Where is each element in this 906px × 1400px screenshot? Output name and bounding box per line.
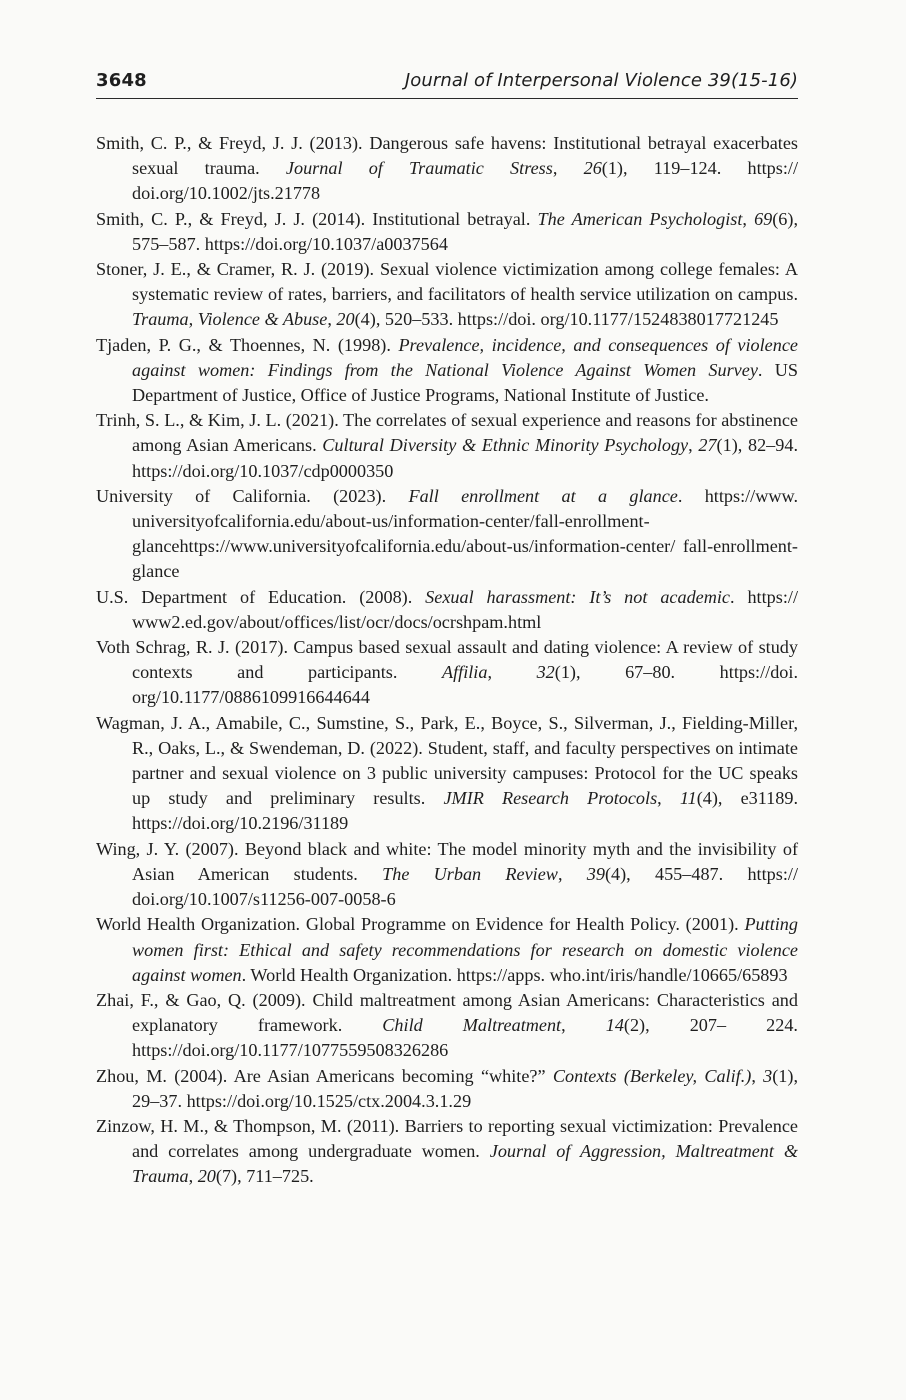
reference-italic-text: Cultural Diversity & Ethnic Minority Psychology [322, 435, 689, 456]
reference-italic-text: Child Maltreatment [382, 1015, 562, 1036]
reference-text: . https://www. universityofcalifornia.edu/about-us/information-center/fall-enrollment-glancehttps://www.universityofcalifornia.edu/about-us/information-center/ fall-enrollment-glance [132, 485, 798, 582]
reference-text: Stoner, J. E., & Cramer, R. J. (2019). Sexual violence victimization among college females: A systematic review of rates, barriers, and facilitators of health service utilization on campus. [96, 259, 798, 305]
reference-entry [96, 585, 798, 635]
reference-italic-text: 11 [679, 788, 697, 809]
reference-italic-text: 27 [698, 435, 717, 456]
reference-text: , [487, 662, 537, 683]
reference-text: , [688, 435, 699, 456]
reference-text: , [552, 158, 584, 179]
reference-text: Trinh, S. L., & Kim, J. L. (2021). The correlates of sexual experience and reasons for abstinence among Asian Americans. [96, 410, 798, 456]
reference-italic-text: Fall enrollment at a glance [408, 485, 678, 506]
reference-entry [96, 408, 798, 484]
reference-italic-text: Trauma, Violence & Abuse [132, 309, 328, 330]
reference-text: University of California. (2023). [96, 485, 409, 506]
reference-text: (4), 520–533. https://doi. org/10.1177/1524838017721245 [354, 309, 779, 330]
reference-entry [96, 484, 798, 585]
reference-text: World Health Organization. Global Programme on Evidence for Health Policy. (2001). [96, 914, 745, 935]
page-number: 3648 [96, 70, 147, 91]
reference-italic-text: Contexts (Berkeley, Calif.) [552, 1065, 752, 1086]
reference-italic-text: JMIR Research Protocols [443, 788, 658, 809]
reference-italic-text: Sexual harassment: It’s not academic [425, 586, 731, 607]
reference-text: Wagman, J. A., Amabile, C., Sumstine, S., Park, E., Boyce, S., Silverman, J., Fielding-Miller, R., Oaks, L., & Swendeman, D. (2022). Student, staff, and faculty perspectives on intimate partner and sexual violence on 3 public university campuses: Protocol for the UC speaks up study and preliminary results. [96, 712, 798, 809]
reference-text: (1), 82–94. https://doi.org/10.1037/cdp0000350 [132, 435, 798, 481]
reference-text: Tjaden, P. G., & Thoennes, N. (1998). [96, 334, 399, 355]
reference-text: (7), 711–725. [215, 1166, 314, 1187]
reference-text: U.S. Department of Education. (2008). [96, 586, 426, 607]
reference-entry [96, 711, 798, 837]
reference-italic-text: 26 [583, 158, 602, 179]
reference-text: (4), 455–487. https:// doi.org/10.1007/s11256-007-0058-6 [132, 863, 798, 910]
reference-text: , [561, 1015, 606, 1036]
reference-text: (4), e31189. https://doi.org/10.2196/31189 [132, 788, 798, 834]
reference-text: Zhai, F., & Gao, Q. (2009). Child maltreatment among Asian Americans: Characteristics and explanatory framework. [96, 989, 798, 1036]
reference-text: (1), 119–124. https:// doi.org/10.1002/jts.21778 [132, 158, 799, 204]
reference-text: (1), 29–37. https://doi.org/10.1525/ctx.2004.3.1.29 [132, 1065, 799, 1111]
reference-entry [96, 635, 798, 711]
reference-text: , [188, 1166, 198, 1187]
reference-entry [96, 1114, 798, 1190]
reference-text: Zinzow, H. M., & Thompson, M. (2011). Barriers to reporting sexual victimization: Prevalence and correlates among undergraduate women. [96, 1115, 798, 1162]
reference-text: Smith, C. P., & Freyd, J. J. (2014). Institutional betrayal. [96, 208, 538, 229]
reference-text: . US Department of Justice, Office of Justice Programs, National Institute of Justice. [132, 359, 798, 406]
reference-text: Smith, C. P., & Freyd, J. J. (2013). Dangerous safe havens: Institutional betrayal exacerbates sexual trauma. [96, 133, 798, 179]
reference-italic-text: 14 [605, 1015, 624, 1036]
reference-entry [96, 912, 798, 988]
reference-text: Zhou, M. (2004). Are Asian Americans becoming “white?” [96, 1065, 553, 1086]
reference-italic-text: 20 [197, 1166, 216, 1187]
reference-entry [96, 1064, 798, 1114]
reference-italic-text: Journal of Traumatic Stress [285, 158, 553, 179]
reference-entry [96, 131, 798, 207]
reference-text: (1), 67–80. https://doi. org/10.1177/0886109916644644 [132, 662, 798, 708]
reference-text: (6), 575–587. https://doi.org/10.1037/a0037564 [132, 208, 799, 254]
reference-text: Voth Schrag, R. J. (2017). Campus based sexual assault and dating violence: A review of study contexts and participants. [96, 637, 798, 683]
reference-text: , [557, 863, 587, 884]
reference-list [96, 131, 798, 1190]
reference-italic-text: 20 [336, 309, 355, 330]
reference-italic-text: 69 [754, 208, 773, 229]
reference-italic-text: The American Psychologist [537, 208, 743, 229]
reference-text: , [657, 788, 680, 809]
reference-text: , [751, 1065, 764, 1086]
reference-text: , [742, 208, 755, 229]
reference-entry [96, 988, 798, 1064]
reference-italic-text: 3 [763, 1065, 773, 1086]
reference-italic-text: 32 [536, 662, 555, 683]
reference-text: . World Health Organization. https://apps. who.int/iris/handle/10665/65893 [241, 964, 788, 985]
reference-italic-text: Putting women first: Ethical and safety recommendations for research on domestic violence against women [132, 914, 798, 985]
reference-text: . https:// www2.ed.gov/about/offices/list/ocr/docs/ocrshpam.html [132, 586, 798, 632]
reference-entry [96, 257, 798, 333]
running-header [96, 68, 798, 98]
reference-entry [96, 333, 798, 409]
reference-italic-text: Affilia [441, 662, 488, 683]
header-rule [96, 98, 798, 99]
reference-text: Wing, J. Y. (2007). Beyond black and white: The model minority myth and the invisibility of Asian American students. [96, 838, 798, 884]
journal-title: Journal of Interpersonal Violence 39(15-16) [404, 70, 798, 91]
reference-italic-text: 39 [586, 863, 605, 884]
reference-text: (2), 207– 224. https://doi.org/10.1177/1077559508326286 [132, 1015, 798, 1061]
reference-italic-text: Journal of Aggression, Maltreatment & Trauma [132, 1141, 798, 1187]
reference-italic-text: Prevalence, incidence, and consequences of violence against women: Findings from the National Violence Against Women Survey [132, 334, 798, 380]
reference-entry [96, 207, 798, 257]
reference-text: , [327, 309, 337, 330]
reference-italic-text: The Urban Review [382, 863, 558, 884]
reference-entry [96, 837, 798, 913]
